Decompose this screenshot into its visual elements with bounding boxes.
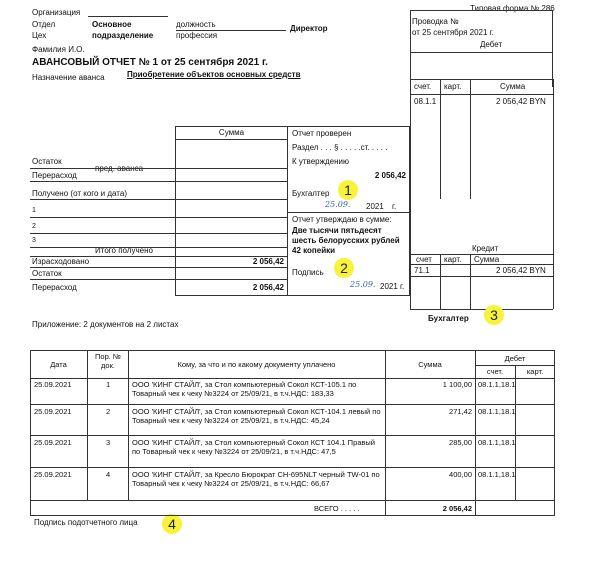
prev-advance-label: пред. аванса <box>95 164 144 173</box>
credit-col-card: карт. <box>444 255 462 264</box>
marker-3: 3 <box>484 305 504 325</box>
sign-date: 25.09. <box>350 280 376 289</box>
organization-line <box>88 16 168 17</box>
row-4-account: 08.1.1,18.1 <box>478 470 516 479</box>
accountant-check-label: Бухгалтер <box>292 189 330 198</box>
accountant-label: Бухгалтер <box>428 314 469 323</box>
h-desc: Кому, за что и по какому документу уплачено <box>177 360 336 369</box>
debit-row-line <box>410 94 553 95</box>
debit-divider <box>410 52 553 53</box>
row-2-num: 2 <box>106 407 111 416</box>
total-value: 2 056,42 <box>442 504 472 513</box>
overspend-label: Перерасход <box>32 171 77 180</box>
spent-label: Израсходовано <box>32 257 90 266</box>
check-divider <box>288 212 410 213</box>
sum-column-frame <box>175 126 288 296</box>
row-1-date: 25.09.2021 <box>34 380 72 389</box>
shop-subdivision: подразделение <box>92 31 154 40</box>
credit-col1 <box>440 254 441 309</box>
credit-row-account: 71.1 <box>414 266 430 275</box>
credit-col2 <box>470 254 471 309</box>
signature-line: Подпись подотчетного лица <box>34 518 138 527</box>
fullname-label: Фамилия И.О. <box>32 45 85 54</box>
credit-col-amount: Сумма <box>474 255 500 264</box>
debit-col2 <box>470 79 471 199</box>
row2-line <box>30 435 555 436</box>
to-approve-value: 2 056,42 <box>374 171 406 180</box>
row-4-date: 25.09.2021 <box>34 470 72 479</box>
sign-year-suffix: г. <box>400 282 405 291</box>
overspend2-label: Перерасход <box>32 283 77 292</box>
debit-col-card: карт. <box>444 82 462 91</box>
line-1: 1 <box>32 207 36 214</box>
prev-advance-line <box>30 168 288 169</box>
col-num <box>128 350 129 500</box>
row-3-num: 3 <box>106 438 111 447</box>
h-debit: Дебет <box>504 354 526 363</box>
posting-label: Проводка № <box>412 17 459 26</box>
row-3-date: 25.09.2021 <box>34 438 72 447</box>
balance2-rule <box>30 279 288 280</box>
debit-col-amount: Сумма <box>500 82 526 91</box>
line-3: 3 <box>32 237 36 244</box>
signature-label: Подпись <box>292 268 324 277</box>
check-year-suffix: г. <box>392 202 397 211</box>
debit-col1 <box>440 79 441 199</box>
approve-sum-label: Отчет утверждаю в сумме: <box>292 215 392 224</box>
profession-label: профессия <box>176 31 218 40</box>
overspend2-value: 2 056,42 <box>252 283 284 292</box>
section-line: Раздел . . . § . . . . .ст. . . . . <box>292 143 388 152</box>
debit-header-line <box>410 79 553 80</box>
row-1-num: 1 <box>106 380 111 389</box>
table-header-line <box>30 378 555 379</box>
debit-row-account: 08.1.1 <box>414 97 437 106</box>
col-desc <box>385 350 386 516</box>
debit-col-account: счет. <box>414 82 432 91</box>
h-date: Дата <box>50 360 67 369</box>
spent-rule <box>30 267 288 268</box>
line-2-rule <box>30 233 288 234</box>
spent-value: 2 056,42 <box>252 257 284 266</box>
sum-header-line <box>175 139 288 140</box>
purpose-value: Приобретение объектов основных средств <box>127 70 301 79</box>
row-4-sum: 400,00 <box>449 470 472 479</box>
h-account: счет. <box>486 367 504 376</box>
sum-header: Сумма <box>218 128 245 137</box>
handwritten-date: 25.09. <box>325 200 351 209</box>
line-1-rule <box>30 217 288 218</box>
col-date <box>87 350 88 500</box>
shop-label: Цех <box>32 31 47 40</box>
h-sum: Сумма <box>418 360 442 369</box>
position-label: должность <box>176 20 216 29</box>
marker-1: 1 <box>338 180 358 200</box>
purpose-label: Назначение аванса <box>32 73 105 82</box>
department-label: Отдел <box>32 20 56 29</box>
credit-row-amount: 2 056,42 BYN <box>496 266 546 275</box>
sign-year: 2021 <box>380 282 398 291</box>
debit-label: Дебет <box>480 40 503 49</box>
row-1-sum: 1 100,00 <box>442 380 472 389</box>
right-frame-side <box>553 79 554 309</box>
credit-bottom <box>410 309 553 310</box>
row-2-desc: ООО 'КИНГ СТАЙЛ', за Стол компьютерный Сокол КСТ-104.1 левый по Товарный чек к чеку №3224 от 25/09/21, в т.ч.НДС: 45,24 <box>132 407 381 425</box>
attachment-line: Приложение: 2 документов на 2 листах <box>32 320 179 329</box>
row-1-account: 08.1.1,18.1 <box>478 380 516 389</box>
balance2-label: Остаток <box>32 269 62 278</box>
form-type: Типовая форма № 286 <box>470 4 555 13</box>
row-4-desc: ООО 'КИНГ СТАЙЛ', за Кресло Бюрократ CH-695NLT черный TW-01 по Товарный чек к чеку №3224 от 25/09/21, в т.ч.НДС: 66,67 <box>132 470 380 488</box>
row1-line <box>30 404 555 405</box>
row-3-account: 08.1.1,18.1 <box>478 438 516 447</box>
right-frame-left <box>410 79 411 309</box>
to-approve-label: К утверждению <box>292 157 349 166</box>
report-title: АВАНСОВЫЙ ОТЧЕТ № 1 от 25 сентября 2021 г. <box>32 57 268 68</box>
row4-line <box>30 500 555 501</box>
department-value: Основное <box>92 20 132 29</box>
credit-row-line <box>410 276 553 277</box>
credit-col-account: счет <box>416 255 432 264</box>
row-2-account: 08.1.1,18.1 <box>478 407 516 416</box>
h-card: карт. <box>526 367 544 376</box>
row-2-date: 25.09.2021 <box>34 407 72 416</box>
position-value: Директор <box>290 24 328 33</box>
balance-label: Остаток <box>32 157 62 166</box>
line-2: 2 <box>32 223 36 230</box>
posting-date: от 25 сентября 2021 г. <box>412 28 494 37</box>
marker-4: 4 <box>162 514 182 534</box>
marker-2: 2 <box>334 258 354 278</box>
received-line <box>30 199 288 200</box>
debit-row-amount: 2 056,42 BYN <box>496 97 546 106</box>
row-3-sum: 285,00 <box>449 438 472 447</box>
line-3-rule <box>30 247 288 248</box>
sum-in-words: Две тысячи пятьдесят шесть белорусских рублей 42 копейки <box>292 226 400 255</box>
total-label: ВСЕГО . . . . . <box>314 504 360 513</box>
row-1-desc: ООО 'КИНГ СТАЙЛ', за Стол компьютерный Сокол КСТ-105.1 по Товарный чек к чеку №3224 от 25/09/21, в т.ч.НДС: 183,33 <box>132 380 357 398</box>
checked-label: Отчет проверен <box>292 129 352 138</box>
overspend-line <box>30 181 288 182</box>
row-4-num: 4 <box>106 470 111 479</box>
organization-label: Организация <box>32 8 81 17</box>
credit-label: Кредит <box>472 244 499 253</box>
right-frame <box>410 10 553 87</box>
row-2-sum: 271,42 <box>449 407 472 416</box>
row3-line <box>30 467 555 468</box>
h-num: Пор. № док. <box>95 352 121 370</box>
row-3-desc: ООО 'КИНГ СТАЙЛ', за Стол компьютерный Сокол КСТ 104.1 Правый по Товарный чек к чеку №3224 от 25/09/21, в т.ч.НДС: 47,5 <box>132 438 375 456</box>
total-received-label: Итого получено <box>95 246 153 255</box>
received-from-label: Получено (от кого и дата) <box>32 189 127 198</box>
check-year: 2021 <box>366 202 384 211</box>
